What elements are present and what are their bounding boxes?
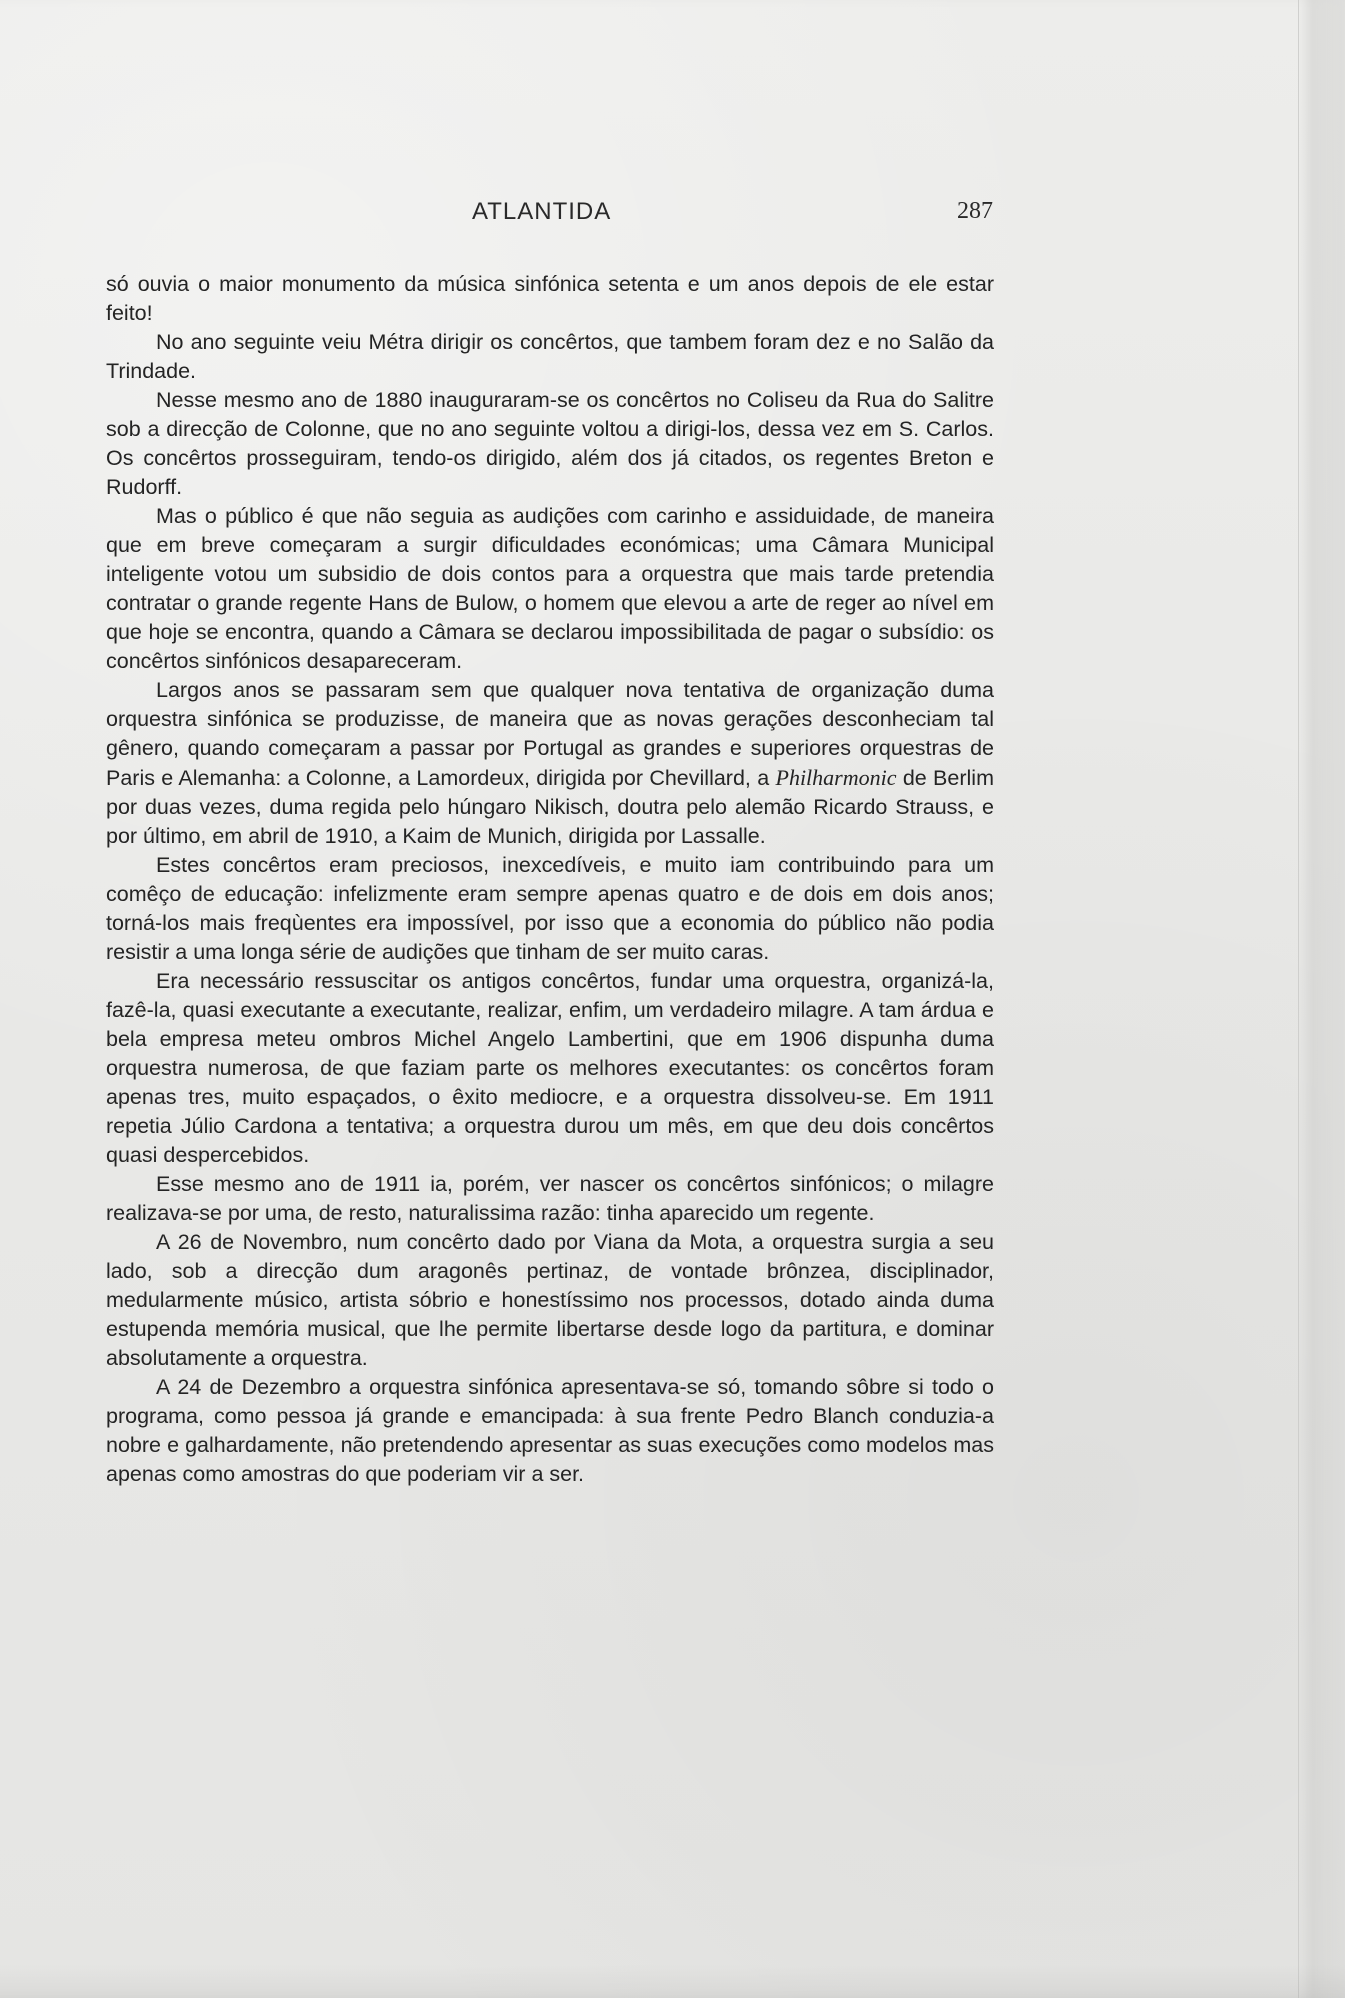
- page-edge-bottom: [0, 1964, 1345, 1998]
- paragraph: A 26 de Novembro, num concêrto dado por Viana da Mota, a orquestra surgia a seu lado, sob a direcção dum aragonês pertinaz, de vontade brônzea, disciplinador, medularmente músico, artista sóbrio e honestíssimo nos processos, dotado ainda duma estupenda memória musical, que lhe permite libertarse desde logo da partitura, e dominar absolutamente a orquestra.: [106, 1230, 994, 1370]
- paragraph: Estes concêrtos eram preciosos, inexcedíveis, e muito iam contribuindo para um comêço de educação: infelizmente eram sempre apenas quatro e de dois em dois anos; torná-los mais freqùentes era impossível, por isso que a economia do público não podia resistir a uma longa série de audições que tinham de ser muito caras.: [106, 853, 994, 964]
- running-header: [110, 198, 993, 238]
- paragraph: Mas o público é que não seguia as audições com carinho e assiduidade, de maneira que em breve começaram a surgir dificuldades económicas; uma Câmara Municipal inteligente votou um subsidio de dois contos para a orquestra que mais tarde pretendia contratar o grande regente Hans de Bulow, o homem que elevou a arte de reger ao nível em que hoje se encontra, quando a Câmara se declarou impossibilitada de pagar o subsídio: os concêrtos sinfónicos desapareceram.: [106, 504, 994, 673]
- italic-orchestra-name: Philharmonic: [775, 765, 897, 790]
- paragraph: No ano seguinte veiu Métra dirigir os concêrtos, que tambem foram dez e no Salão da Trindade.: [106, 330, 994, 383]
- paragraph: A 24 de Dezembro a orquestra sinfónica apresentava-se só, tomando sôbre si todo o programa, como pessoa já grande e emancipada: à sua frente Pedro Blanch conduzia-a nobre e galhardamente, não pretendendo apresentar as suas execuções como modelos mas apenas como amostras do que poderiam vir a ser.: [106, 1375, 994, 1486]
- paragraph: só ouvia o maior monumento da música sinfónica setenta e um anos depois de ele estar feito!: [106, 272, 994, 325]
- paragraph: Era necessário ressuscitar os antigos concêrtos, fundar uma orquestra, organizá-la, fazê-la, quasi executante a executante, realizar, enfim, um verdadeiro milagre. A tam árdua e bela empresa meteu ombros Michel Angelo Lambertini, que em 1906 dispunha duma orquestra numerosa, de que faziam parte os melhores executantes: os concêrtos foram apenas tres, muito espaçados, o êxito mediocre, e a orquestra dissolveu-se. Em 1911 repetia Júlio Cardona a tentativa; a orquestra durou um mês, em que deu dois concêrtos quasi despercebidos.: [106, 969, 994, 1167]
- paragraph: Nesse mesmo ano de 1880 inauguraram-se os concêrtos no Coliseu da Rua do Salitre sob a direcção de Colonne, que no ano seguinte voltou a dirigi-los, dessa vez em S. Carlos. Os concêrtos prosseguiram, tendo-os dirigido, além dos já citados, os regentes Breton e Rudorff.: [106, 388, 994, 499]
- paragraph-text-before: Largos anos se passaram sem que qualquer nova tentativa de organização duma orquestra sinfónica se produzisse, de maneira que as novas gerações desconheciam tal gênero, quando começaram a passar por Portugal as grandes e superiores orquestras de Paris e Alemanha: a Colonne, a Lamordeux, dirigida por Chevillard, a: [106, 678, 994, 790]
- body-text: [106, 270, 994, 1489]
- journal-title: ATLANTIDA: [472, 198, 612, 225]
- paragraph: [106, 676, 994, 851]
- paragraph: Esse mesmo ano de 1911 ia, porém, ver nascer os concêrtos sinfónicos; o milagre realizava-se por uma, de resto, naturalissima razão: tinha aparecido um regente.: [106, 1172, 994, 1225]
- paragraph-text-after: de Berlim por duas vezes, duma regida pelo húngaro Nikisch, doutra pelo alemão Ricardo Strauss, e por último, em abril de 1910, a Kaim de Munich, dirigida por Lassalle.: [106, 766, 994, 848]
- page-edge-right: [1298, 0, 1345, 1998]
- page-number: 287: [957, 198, 993, 224]
